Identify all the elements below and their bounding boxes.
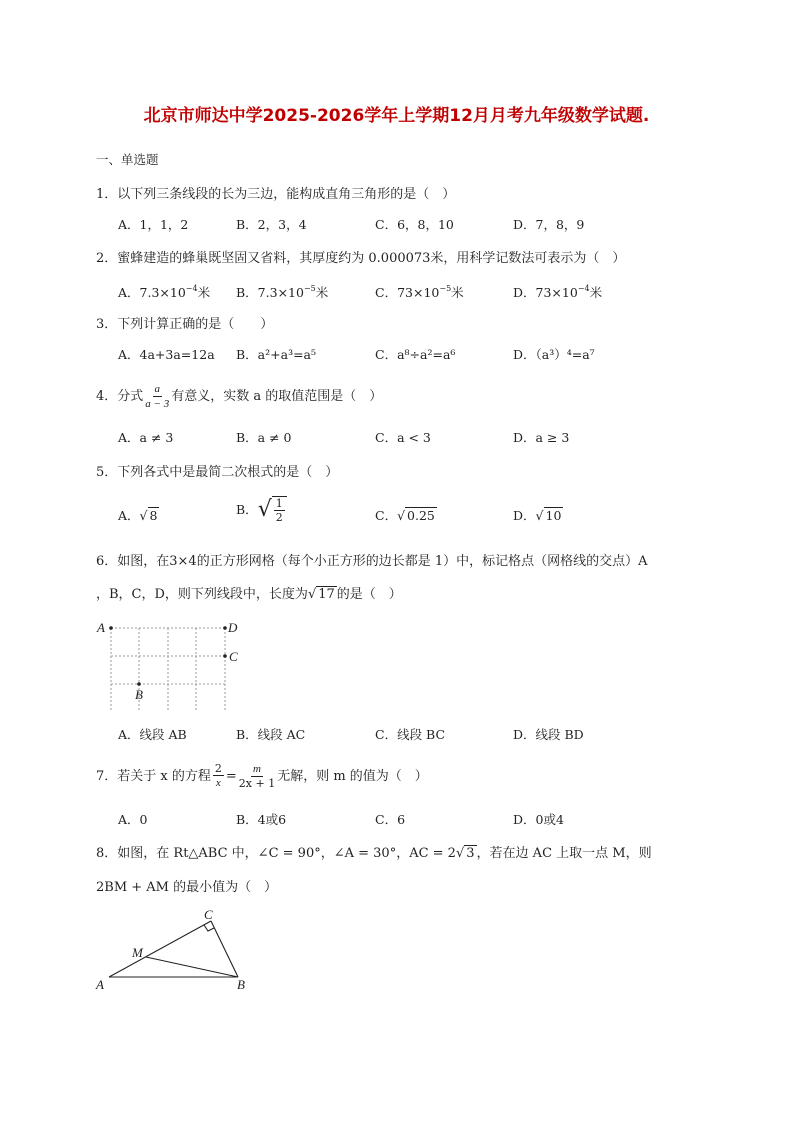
q6-option-c: C．线段 BC <box>375 727 446 742</box>
q7-option-d: D．0或4 <box>513 812 564 827</box>
page-title: 北京市师达中学2025-2026学年上学期12月月考九年级数学试题. <box>143 106 650 126</box>
q5-option-b: B． √ $\frac{1}{2}$ <box>236 496 287 524</box>
q3-option-b: B．a²+a³=a⁵ <box>236 347 317 362</box>
point-a <box>109 626 113 630</box>
q5-option-a: A．√ 8 <box>118 508 158 523</box>
label-d: D <box>228 620 238 635</box>
grid-figure <box>95 618 255 710</box>
q1-option-b: B．2，3，4 <box>236 217 307 232</box>
q7-option-b: B．4或6 <box>236 812 287 827</box>
label-a: A <box>97 620 105 635</box>
q4-option-a: A．a ≠ 3 <box>118 430 174 445</box>
label-c: C <box>204 907 213 922</box>
q3-option-a: A．4a+3a=12a <box>118 347 215 362</box>
label-a: A <box>96 977 104 992</box>
question-8-stem-line2: 2BM + AM 的最小值为（ ） <box>96 880 278 895</box>
q6-option-d: D．线段 BD <box>513 727 584 742</box>
q6-option-a: A．线段 AB <box>118 727 187 742</box>
q2-option-d: D．$73\times 10^{-4}$米 <box>513 284 603 300</box>
q7-option-c: C．6 <box>375 812 406 827</box>
point-d <box>223 626 227 630</box>
q1-option-c: C．6，8，10 <box>375 217 454 232</box>
q7-option-a: A．0 <box>118 812 148 827</box>
q3-option-d: D．（a³）⁴=a⁷ <box>513 347 595 362</box>
question-2-stem: 2．蜜蜂建造的蜂巢既坚固又省料，其厚度约为 0.000073米，用科学记数法可表示为（ ） <box>96 251 626 266</box>
label-b: B <box>237 977 245 992</box>
q3-option-c: C．a⁸÷a²=a⁶ <box>375 347 456 362</box>
point-c <box>223 654 227 658</box>
question-6-stem-line2: ，B，C，D，则下列线段中，长度为√ 17 的是（ ） <box>96 587 402 602</box>
q4-fraction: $\frac{a}{a - 3}$ <box>145 383 170 410</box>
question-1-stem: 1．以下列三条线段的长为三边，能构成直角三角形的是（ ） <box>96 187 456 202</box>
q5-option-c: C．√ 0.25 <box>375 508 435 523</box>
question-5-stem: 5．下列各式中是最简二次根式的是（ ） <box>96 465 339 480</box>
q2-option-b: B．$7.3\times 10^{-5}$米 <box>236 284 329 300</box>
question-7-stem: 7．若关于 x 的方程 $\frac{2}{x}$ = $\frac{m}{2x + 1}$ 无解，则 m 的值为（ ） <box>96 762 428 790</box>
label-c: C <box>229 649 238 664</box>
q4-option-d: D．a ≥ 3 <box>513 430 570 445</box>
question-6-stem-line1: 6．如图，在3×4的正方形网格（每个小正方形的边长都是 1）中，标记格点（网格线的交点）A <box>96 554 648 569</box>
q6-option-b: B．线段 AC <box>236 727 306 742</box>
point-b <box>137 682 141 686</box>
q4-option-b: B．a ≠ 0 <box>236 430 292 445</box>
section-heading: 一、单选题 <box>96 152 159 167</box>
question-3-stem: 3．下列计算正确的是（ ） <box>96 317 274 332</box>
label-b: B <box>135 687 143 702</box>
triangle-figure <box>92 905 262 997</box>
q1-option-d: D．7，8，9 <box>513 217 585 232</box>
q2-option-c: C．$73\times 10^{-5}$米 <box>375 284 464 300</box>
question-4-stem: 4．分式 $\frac{a}{a - 3}$ 有意义，实数 a 的取值范围是（ ） <box>96 383 383 410</box>
q5-option-d: D．√ 10 <box>513 508 562 523</box>
label-m: M <box>132 945 143 960</box>
q1-option-a: A．1，1，2 <box>118 217 189 232</box>
q4-option-c: C．a < 3 <box>375 430 431 445</box>
question-8-stem-line1: 8．如图，在 Rt△ABC 中，∠C = 90°，∠A = 30°，AC = 2√ 3 ，若在边 AC 上取一点 M，则 <box>96 846 652 861</box>
q2-option-a: A．$7.3\times 10^{-4}$米 <box>118 284 211 300</box>
